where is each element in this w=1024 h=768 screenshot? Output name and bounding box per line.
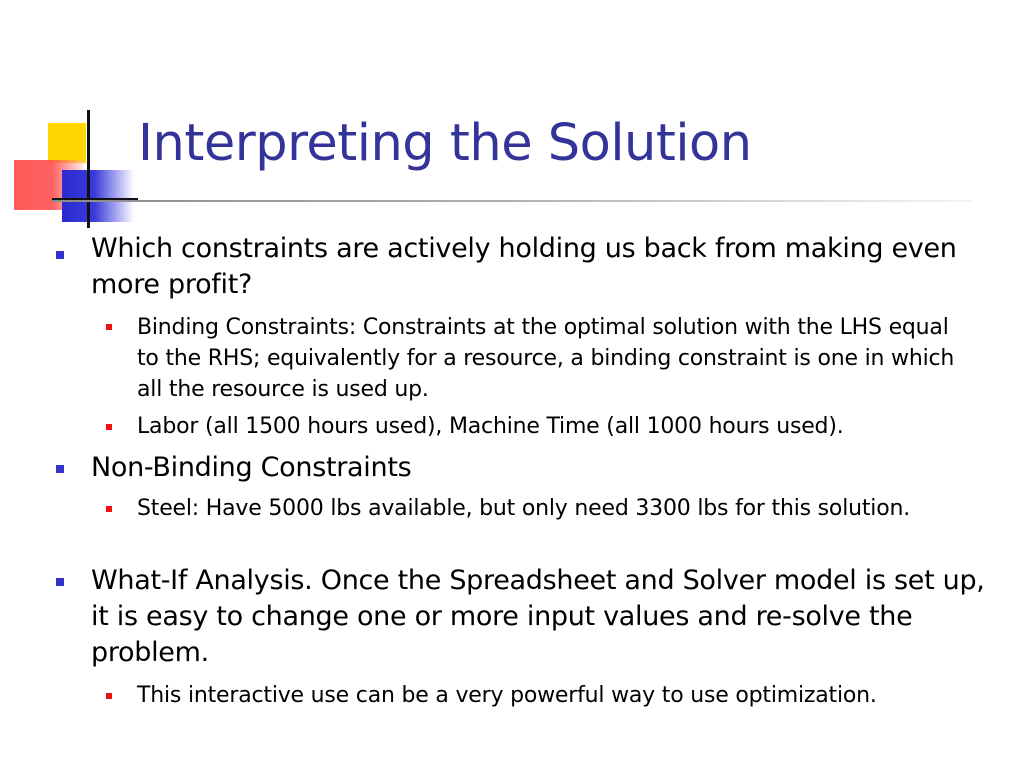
bullet-level2: Binding Constraints: Constraints at the optimal solution with the LHS equal to the RHS; equivalently for a resource, a binding constraint is one in which all the resource is used up. <box>137 315 955 402</box>
bullet-level2: Labor (all 1500 hours used), Machine Time (all 1000 hours used). <box>137 414 844 439</box>
sub-bullet-square-icon <box>106 324 112 330</box>
sub-bullet-square-icon <box>106 506 112 512</box>
bullet-square-icon <box>56 578 64 586</box>
title-divider <box>52 200 972 202</box>
bullet-square-icon <box>56 251 64 259</box>
slide-logo-decoration <box>0 0 140 230</box>
logo-vertical-line <box>87 110 90 228</box>
bullet-level1: What-If Analysis. Once the Spreadsheet and Solver model is set up, it is easy to change one or more input values and re-solve the problem. <box>91 565 985 668</box>
bullet-square-icon <box>56 465 64 473</box>
sub-bullet-square-icon <box>106 424 112 430</box>
bullet-level2: Steel: Have 5000 lbs available, but only need 3300 lbs for this solution. <box>137 496 910 521</box>
sub-bullet-square-icon <box>106 693 112 699</box>
bullet-level1: Non-Binding Constraints <box>91 452 412 483</box>
bullet-level1: Which constraints are actively holding us back from making even more profit? <box>91 233 957 300</box>
logo-blue-square <box>62 170 134 222</box>
bullet-level2: This interactive use can be a very powerful way to use optimization. <box>137 683 877 708</box>
slide-title: Interpreting the Solution <box>138 114 752 173</box>
logo-yellow-square <box>48 123 86 163</box>
